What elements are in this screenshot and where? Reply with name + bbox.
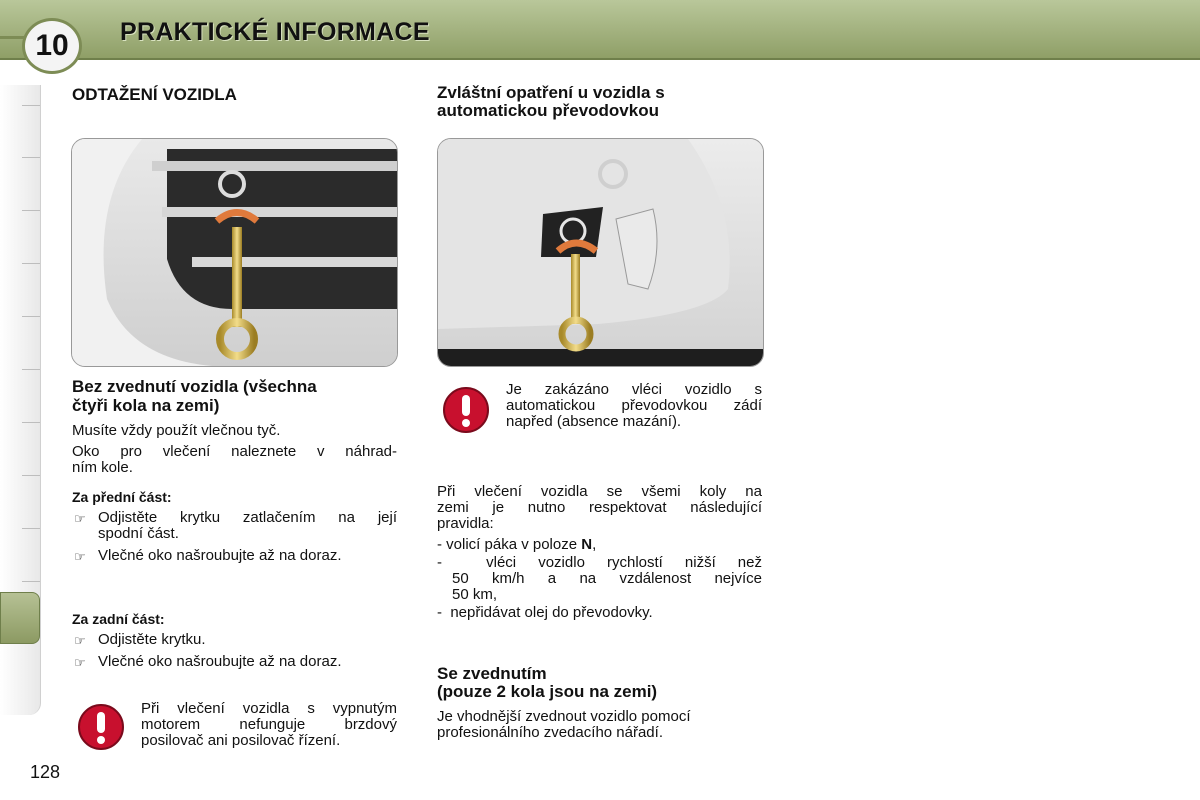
left-warning-line1: Při vlečení vozidla s vypnutým xyxy=(141,700,397,717)
paragraph-tow-bar: Musíte vždy použít vlečnou tyč. xyxy=(72,422,281,439)
front-step1-line1: Odjistěte krytku zatlačením na její xyxy=(98,509,397,526)
lift-heading-line2: (pouze 2 kola jsou na zemi) xyxy=(437,682,658,701)
paragraph-tow-eye-line2: ním kole. xyxy=(72,459,133,476)
rules-intro-line2: zemi je nutno respektovat následující xyxy=(437,499,762,516)
lift-paragraph-line2: profesionálního zvedacího nářadí. xyxy=(437,724,663,741)
rule-speed-line3: 50 km, xyxy=(452,586,498,603)
strip-divider xyxy=(22,528,40,529)
rule-speed-line1: - vléci vozidlo rychlostí nižší než xyxy=(437,554,762,571)
lift-paragraph-line1: Je vhodnější zvednout vozidlo pomocí xyxy=(437,708,691,725)
chapter-title: PRAKTICKÉ INFORMACE xyxy=(120,18,430,46)
chapter-header xyxy=(0,0,1200,60)
rear-section-title: Za zadní část: xyxy=(72,611,165,627)
left-warning-line3: posilovač ani posilovač řízení. xyxy=(141,732,341,749)
active-chapter-tab[interactable] xyxy=(0,592,40,644)
subheading-no-lift-line1: Bez zvednutí vozidla (všechna xyxy=(72,377,317,396)
strip-divider xyxy=(22,316,40,317)
rear-tow-eye-photo xyxy=(437,138,764,367)
warning-icon xyxy=(77,703,125,751)
strip-divider xyxy=(22,369,40,370)
strip-divider xyxy=(22,475,40,476)
strip-divider xyxy=(22,105,40,106)
strip-divider xyxy=(22,157,40,158)
strip-divider xyxy=(22,422,40,423)
rule-gear-lever xyxy=(437,537,596,553)
warning-icon xyxy=(442,386,490,434)
auto-gearbox-heading-line2: automatickou převodovkou xyxy=(437,101,659,120)
rear-bumper-illustration xyxy=(438,139,763,366)
lift-heading-line1: Se zvednutím xyxy=(437,664,547,683)
paragraph-tow-eye-line1: Oko pro vlečení naleznete v náhrad- xyxy=(72,443,397,460)
rule-gear-lever-text: - volicí páka v poloze xyxy=(437,536,582,553)
front-section-title: Za přední část: xyxy=(72,489,172,505)
pointing-hand-icon: ☞ xyxy=(74,549,86,564)
neutral-position: N xyxy=(581,536,593,553)
section-heading: ODTAŽENÍ VOZIDLA xyxy=(72,85,237,104)
front-step1-line2: spodní část. xyxy=(98,525,179,542)
right-warning-line2: automatickou převodovkou zádí xyxy=(506,397,762,414)
right-warning-line3: napřed (absence mazání). xyxy=(506,413,682,430)
rear-step2: Vlečné oko našroubujte až na doraz. xyxy=(98,653,342,670)
right-warning-line1: Je zakázáno vléci vozidlo s xyxy=(506,381,762,398)
pointing-hand-icon: ☞ xyxy=(74,655,86,670)
strip-divider xyxy=(22,263,40,264)
rules-intro-line3: pravidla: xyxy=(437,515,494,532)
rule-gear-lever-end: , xyxy=(592,536,597,553)
left-warning-line2: motorem nefunguje brzdový xyxy=(141,716,397,733)
page-number: 128 xyxy=(30,762,61,782)
front-bumper-illustration xyxy=(72,139,397,366)
chapter-number-badge: 10 xyxy=(22,18,82,74)
rule-no-oil: - nepřidávat olej do převodovky. xyxy=(437,604,653,621)
subheading-no-lift-line2: čtyři kola na zemi) xyxy=(72,396,220,415)
rear-step1: Odjistěte krytku. xyxy=(98,631,206,648)
strip-divider xyxy=(22,210,40,211)
strip-divider xyxy=(22,581,40,582)
front-step2: Vlečné oko našroubujte až na doraz. xyxy=(98,547,342,564)
pointing-hand-icon: ☞ xyxy=(74,633,86,648)
front-tow-eye-photo xyxy=(71,138,398,367)
rule-speed-line2: 50 km/h a na vzdálenost nejvíce xyxy=(452,570,762,587)
auto-gearbox-heading-line1: Zvláštní opatření u vozidla s xyxy=(437,83,665,102)
pointing-hand-icon: ☞ xyxy=(74,511,86,526)
rules-intro-line1: Při vlečení vozidla se všemi koly na xyxy=(437,483,762,500)
